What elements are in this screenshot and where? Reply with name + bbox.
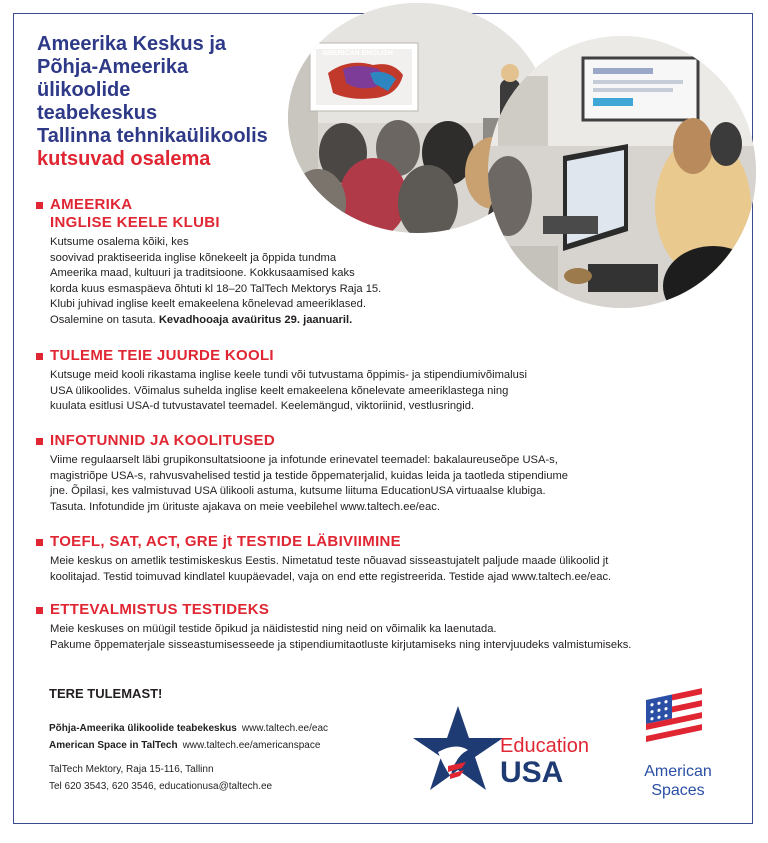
- bullet-square: [36, 539, 43, 546]
- phone-email: Tel 620 3543, 620 3546, educationusa@taltech.ee: [49, 781, 273, 792]
- bullet-square: [36, 438, 43, 445]
- section-body: Meie keskuses on müügil testide õpikud ja näidistestid ning neid on võimalik ka laenutada. Pakume õppematerjale sisseastumisesseede ja stipendiumitaotluste kirjutamiseks ning intervjuudeks valmistumiseks.: [50, 623, 632, 651]
- section-school-visit: [36, 347, 527, 415]
- americanspace-link[interactable]: www.taltech.ee/americanspace: [182, 740, 321, 751]
- section-title: TULEME TEIE JUURDE KOOLI: [50, 347, 274, 364]
- bullet-square: [36, 202, 43, 209]
- section-title: INFOTUNNID JA KOOLITUSED: [50, 432, 275, 449]
- eac-link[interactable]: www.taltech.ee/eac: [241, 723, 329, 734]
- photo-computer-lab: [488, 36, 756, 308]
- page-title: Ameerika Keskus ja Põhja-Ameerika ülikoolide teabekeskus Tallinna tehnikaülikoolis kutsuvad osalema: [37, 33, 268, 170]
- welcome-heading: TERE TULEMAST!: [49, 686, 163, 701]
- section-title: ETTEVALMISTUS TESTIDEKS: [50, 601, 270, 618]
- section-testing: [36, 533, 611, 585]
- svg-text:Spaces: Spaces: [651, 782, 705, 799]
- section-body: Meie keskus on ametlik testimiskeskus Eestis. Nimetatud teste nõuavad sisseastujatelt paljude maade ülikoolid jt koolitajad. Testid toimuvad kindlatel kuupäevadel, vaja on end ette registreerida. Testide ajad www.taltech.ee/eac.: [50, 555, 612, 583]
- flag-icon: [646, 688, 702, 750]
- education-usa-logo: [408, 704, 603, 794]
- contact-line-american-space: American Space in TalTech www.taltech.ee/americanspace: [49, 740, 321, 751]
- section-title: TOEFL, SAT, ACT, GRE jt TESTIDE LÄBIVIIMINE: [50, 533, 401, 550]
- svg-text:Education: Education: [500, 735, 589, 757]
- american-spaces-logo: [628, 688, 728, 800]
- address: TalTech Mektory, Raja 15-116, Tallinn: [49, 764, 214, 775]
- section-body: Kutsuge meid kooli rikastama inglise keele tundi või tutvustama õppimis- ja stipendiumivõimalusi USA ülikoolides. Võimalus suhelda inglise keelt emakeelena kõnelevate ameeriklastega ning kuulata esitlusi USA-d tutvustavatel teemadel. Keelemängud, viktoriinid, vestlusringid.: [50, 369, 527, 413]
- svg-text:USA: USA: [500, 756, 564, 789]
- slide-caption: AMERICAN ENGLISH: [322, 50, 393, 57]
- section-title: AMEERIKA INGLISE KEELE KLUBI: [50, 196, 220, 231]
- contact-line-eac: Põhja-Ameerika ülikoolide teabekeskus www.taltech.ee/eac: [49, 723, 329, 734]
- section-test-prep: [36, 601, 631, 653]
- bullet-square: [36, 607, 43, 614]
- svg-text:American: American: [644, 763, 712, 780]
- section-body: Viime regulaarselt läbi grupikonsultatsioone ja infotunde erinevatel teemadel: bakalaureuseõpe USA-s, magistriõpe USA-s, rahvusvahelised testid ja testide õppematerjalid, kuidas leida ja taotleda stipendiume jne. Õpilasi, kes valmistuvad USA ülikooli astuma, kutsume liituma EducationUSA virtuaalse klubiga. Tasuta. Infotundide jm ürituste ajakava on meie veebilehel www.taltech.ee/eac.: [50, 454, 569, 513]
- section-english-club: [36, 196, 381, 329]
- section-info-sessions: [36, 432, 568, 515]
- section-body: Kutsume osalema kõiki, kes soovivad praktiseerida inglise kõnekeelt ja õppida tundma Ameerika maad, kultuuri ja traditsioone. Kokkusaamised kaks korda kuus esmaspäeva õhtuti kl 18–20 TalTech Mektorys Raja 15. Klubi juhivad inglise keelt emakeelena kõnelevad ameeriklased. Osalemine on tasuta. Kevadhooaja avaüritus 29. jaanuaril.: [50, 236, 382, 326]
- bullet-square: [36, 353, 43, 360]
